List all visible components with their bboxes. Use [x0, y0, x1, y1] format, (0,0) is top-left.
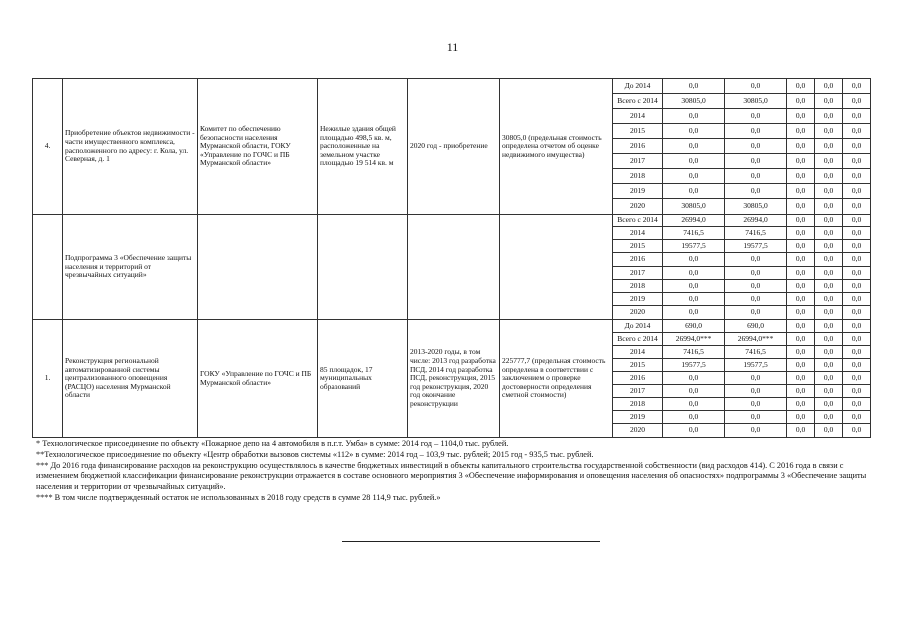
- amount-cell: 0,0: [815, 240, 843, 253]
- amount-cell: 0,0: [663, 139, 725, 154]
- amount-cell: 0,0: [787, 424, 815, 438]
- amount-cell: 0,0: [663, 169, 725, 184]
- amount-cell: 0,0: [843, 359, 871, 372]
- year-cell: Всего с 2014: [613, 215, 663, 227]
- amount-cell: 0,0: [787, 109, 815, 124]
- amount-cell: 26994,0***: [663, 333, 725, 346]
- footnote-1: * Технологическое присоединение по объекту «Пожарное депо на 4 автомобиля в п.г.т. Умба» в сумме: 2014 год – 1104,0 тыс. рублей.: [36, 439, 509, 448]
- year-cell: 2019: [613, 293, 663, 306]
- amount-cell: 0,0: [787, 184, 815, 199]
- amount-cell: 0,0: [787, 280, 815, 293]
- amount-cell: 0,0: [843, 169, 871, 184]
- amount-cell: 0,0: [663, 267, 725, 280]
- amount-cell: 0,0: [815, 398, 843, 411]
- amount-cell: 0,0: [725, 385, 787, 398]
- amount-cell: 0,0: [815, 139, 843, 154]
- amount-cell: 0,0: [787, 267, 815, 280]
- amount-cell: 0,0: [815, 154, 843, 169]
- amount-cell: 0,0: [843, 79, 871, 94]
- closing-rule: [342, 541, 600, 542]
- year-cell: 2020: [613, 199, 663, 215]
- amount-cell: 690,0: [725, 320, 787, 333]
- amount-cell: 30805,0: [725, 199, 787, 215]
- year-cell: 2017: [613, 154, 663, 169]
- amount-cell: 0,0: [843, 227, 871, 240]
- amount-cell: 0,0: [843, 398, 871, 411]
- amount-cell: 0,0: [725, 79, 787, 94]
- year-cell: 2017: [613, 385, 663, 398]
- page-number: 11: [446, 40, 459, 54]
- row-executor: Комитет по обеспечению безопасности населения Мурманской области, ГОКУ «Управление по ГОЧС и ПБ Мурманской области»: [198, 79, 318, 215]
- amount-cell: 19577,5: [725, 240, 787, 253]
- amount-cell: 0,0: [787, 139, 815, 154]
- amount-cell: 0,0: [725, 267, 787, 280]
- amount-cell: 0,0: [725, 253, 787, 267]
- amount-cell: 0,0: [663, 306, 725, 320]
- amount-cell: 26994,0***: [725, 333, 787, 346]
- amount-cell: 0,0: [843, 411, 871, 424]
- amount-cell: 0,0: [815, 94, 843, 109]
- amount-cell: 0,0: [725, 280, 787, 293]
- row-period: 2020 год - приобретение: [408, 79, 500, 215]
- amount-cell: 0,0: [815, 359, 843, 372]
- year-cell: 2018: [613, 398, 663, 411]
- row-number: [33, 215, 63, 320]
- amount-cell: 0,0: [815, 293, 843, 306]
- amount-cell: 0,0: [815, 346, 843, 359]
- amount-cell: 690,0: [663, 320, 725, 333]
- amount-cell: 19577,5: [663, 359, 725, 372]
- year-cell: 2019: [613, 411, 663, 424]
- year-cell: 2020: [613, 424, 663, 438]
- amount-cell: 0,0: [843, 109, 871, 124]
- amount-cell: 0,0: [725, 306, 787, 320]
- amount-cell: 0,0: [815, 280, 843, 293]
- row-executor: [198, 215, 318, 320]
- amount-cell: 0,0: [815, 124, 843, 139]
- row-title: Приобретение объектов недвижимости - части имущественного комплекса, расположенного по адресу: г. Кола, ул. Северная, д. 1: [63, 79, 198, 215]
- row-cost: 30805,0 (предельная стоимость определена отчетом об оценке недвижимого имущества): [500, 79, 613, 215]
- table-body: [33, 79, 871, 438]
- amount-cell: 30805,0: [663, 199, 725, 215]
- amount-cell: 0,0: [815, 411, 843, 424]
- amount-cell: 0,0: [663, 280, 725, 293]
- footnote-4: **** В том числе подтвержденный остаток не использованных в 2018 году средств в сумме 28 114,9 тыс. рублей.»: [36, 492, 441, 502]
- amount-cell: 30805,0: [725, 94, 787, 109]
- year-cell: 2014: [613, 109, 663, 124]
- amount-cell: 0,0: [843, 154, 871, 169]
- amount-cell: 7416,5: [663, 346, 725, 359]
- table-row: [33, 320, 871, 333]
- footnote-2: **Технологическое присоединение по объекту «Центр обработки вызовов системы «112» в сумме: 2014 год – 103,9 тыс. рублей; 2015 год - 935,5 тыс. рублей.: [36, 449, 594, 459]
- amount-cell: 0,0: [815, 306, 843, 320]
- amount-cell: 0,0: [843, 124, 871, 139]
- amount-cell: 0,0: [843, 215, 871, 227]
- amount-cell: 0,0: [663, 385, 725, 398]
- amount-cell: 0,0: [843, 372, 871, 385]
- amount-cell: 0,0: [663, 253, 725, 267]
- amount-cell: 0,0: [843, 320, 871, 333]
- amount-cell: 0,0: [663, 372, 725, 385]
- amount-cell: 0,0: [843, 306, 871, 320]
- amount-cell: 0,0: [843, 346, 871, 359]
- amount-cell: 0,0: [663, 411, 725, 424]
- amount-cell: 0,0: [815, 385, 843, 398]
- amount-cell: 0,0: [725, 184, 787, 199]
- amount-cell: 19577,5: [725, 359, 787, 372]
- year-cell: 2016: [613, 253, 663, 267]
- year-cell: Всего с 2014: [613, 94, 663, 109]
- row-period: 2013-2020 годы, в том числе: 2013 год разработка ПСД, 2014 год разработка ПСД, реконструкция, 2015 год реконструкция, 2020 год окончание реконструкции: [408, 320, 500, 438]
- investment-table: [32, 78, 871, 438]
- amount-cell: 0,0: [787, 227, 815, 240]
- amount-cell: 0,0: [843, 184, 871, 199]
- year-cell: 2015: [613, 124, 663, 139]
- amount-cell: 0,0: [787, 385, 815, 398]
- year-cell: 2016: [613, 139, 663, 154]
- amount-cell: 0,0: [663, 293, 725, 306]
- amount-cell: 0,0: [787, 94, 815, 109]
- amount-cell: 0,0: [787, 320, 815, 333]
- amount-cell: 0,0: [787, 372, 815, 385]
- amount-cell: 0,0: [725, 424, 787, 438]
- amount-cell: 0,0: [815, 199, 843, 215]
- amount-cell: 0,0: [725, 154, 787, 169]
- amount-cell: 0,0: [725, 139, 787, 154]
- amount-cell: 7416,5: [725, 227, 787, 240]
- amount-cell: 0,0: [787, 169, 815, 184]
- amount-cell: 0,0: [815, 424, 843, 438]
- row-indicator: Нежилые здания общей площадью 498,5 кв. м, расположенные на земельном участке площадью 19 514 кв. м: [318, 79, 408, 215]
- amount-cell: 0,0: [725, 398, 787, 411]
- amount-cell: 0,0: [787, 359, 815, 372]
- table-row: [33, 215, 871, 227]
- year-cell: Всего с 2014: [613, 333, 663, 346]
- amount-cell: 0,0: [725, 109, 787, 124]
- amount-cell: 0,0: [787, 411, 815, 424]
- amount-cell: 0,0: [843, 199, 871, 215]
- row-cost: [500, 215, 613, 320]
- year-cell: 2014: [613, 346, 663, 359]
- year-cell: 2015: [613, 240, 663, 253]
- amount-cell: 0,0: [725, 411, 787, 424]
- amount-cell: 0,0: [843, 293, 871, 306]
- amount-cell: 0,0: [815, 320, 843, 333]
- row-number: 4.: [33, 79, 63, 215]
- amount-cell: 0,0: [787, 346, 815, 359]
- amount-cell: 0,0: [843, 94, 871, 109]
- year-cell: 2017: [613, 267, 663, 280]
- amount-cell: 0,0: [663, 398, 725, 411]
- amount-cell: 0,0: [725, 293, 787, 306]
- amount-cell: 0,0: [843, 333, 871, 346]
- row-indicator: [318, 215, 408, 320]
- amount-cell: 19577,5: [663, 240, 725, 253]
- amount-cell: 0,0: [787, 199, 815, 215]
- amount-cell: 0,0: [843, 240, 871, 253]
- year-cell: 2018: [613, 169, 663, 184]
- amount-cell: 0,0: [663, 124, 725, 139]
- amount-cell: 0,0: [815, 267, 843, 280]
- table-row: [33, 79, 871, 94]
- amount-cell: 0,0: [815, 184, 843, 199]
- year-cell: 2020: [613, 306, 663, 320]
- amount-cell: 0,0: [787, 215, 815, 227]
- amount-cell: 0,0: [663, 184, 725, 199]
- amount-cell: 7416,5: [663, 227, 725, 240]
- amount-cell: 26994,0: [725, 215, 787, 227]
- amount-cell: 0,0: [815, 169, 843, 184]
- year-cell: До 2014: [613, 320, 663, 333]
- row-indicator: 85 площадок, 17 муниципальных образований: [318, 320, 408, 438]
- amount-cell: 0,0: [787, 240, 815, 253]
- amount-cell: 7416,5: [725, 346, 787, 359]
- amount-cell: 0,0: [843, 267, 871, 280]
- amount-cell: 0,0: [725, 124, 787, 139]
- amount-cell: 0,0: [787, 79, 815, 94]
- row-number: 1.: [33, 320, 63, 438]
- amount-cell: 0,0: [787, 124, 815, 139]
- year-cell: 2019: [613, 184, 663, 199]
- amount-cell: 0,0: [843, 424, 871, 438]
- amount-cell: 0,0: [787, 154, 815, 169]
- amount-cell: 30805,0: [663, 94, 725, 109]
- year-cell: До 2014: [613, 79, 663, 94]
- row-title: Реконструкция региональной автоматизированной системы централизованного оповещения (РАСЦО) населения Мурманской области: [63, 320, 198, 438]
- amount-cell: 0,0: [787, 306, 815, 320]
- amount-cell: 0,0: [815, 372, 843, 385]
- amount-cell: 0,0: [663, 154, 725, 169]
- amount-cell: 0,0: [843, 253, 871, 267]
- amount-cell: 0,0: [787, 398, 815, 411]
- amount-cell: 0,0: [725, 372, 787, 385]
- amount-cell: 26994,0: [663, 215, 725, 227]
- year-cell: 2016: [613, 372, 663, 385]
- footnotes: [36, 439, 876, 504]
- amount-cell: 0,0: [787, 333, 815, 346]
- row-title: Подпрограмма 3 «Обеспечение защиты населения и территорий от чрезвычайных ситуаций»: [63, 215, 198, 320]
- row-cost: 225777,7 (предельная стоимость определена в соответствии с заключением о проверке достоверности определения сметной стоимости): [500, 320, 613, 438]
- year-cell: 2015: [613, 359, 663, 372]
- amount-cell: 0,0: [663, 79, 725, 94]
- amount-cell: 0,0: [815, 253, 843, 267]
- amount-cell: 0,0: [815, 227, 843, 240]
- amount-cell: 0,0: [787, 253, 815, 267]
- footnote-3: *** До 2016 года финансирование расходов на реконструкцию осуществлялось в качестве бюджетных инвестиций в объекты капитального строительства государственной собственности (вид расходов 414). С 2016 года в связи с изменением бюджетной классификации финансирование реконструкции отражается в составе основного мероприятия 3 «Обеспечение информирования и оповещения населения об опасностях» подпрограммы 3 «Обеспечение защиты населения и территории от чрезвычайных ситуаций».: [36, 460, 867, 492]
- amount-cell: 0,0: [843, 385, 871, 398]
- amount-cell: 0,0: [815, 333, 843, 346]
- amount-cell: 0,0: [815, 215, 843, 227]
- row-period: [408, 215, 500, 320]
- year-cell: 2014: [613, 227, 663, 240]
- amount-cell: 0,0: [725, 169, 787, 184]
- amount-cell: 0,0: [663, 109, 725, 124]
- row-executor: ГОКУ «Управление по ГОЧС и ПБ Мурманской области»: [198, 320, 318, 438]
- year-cell: 2018: [613, 280, 663, 293]
- amount-cell: 0,0: [843, 139, 871, 154]
- amount-cell: 0,0: [663, 424, 725, 438]
- amount-cell: 0,0: [843, 280, 871, 293]
- amount-cell: 0,0: [815, 79, 843, 94]
- amount-cell: 0,0: [815, 109, 843, 124]
- amount-cell: 0,0: [787, 293, 815, 306]
